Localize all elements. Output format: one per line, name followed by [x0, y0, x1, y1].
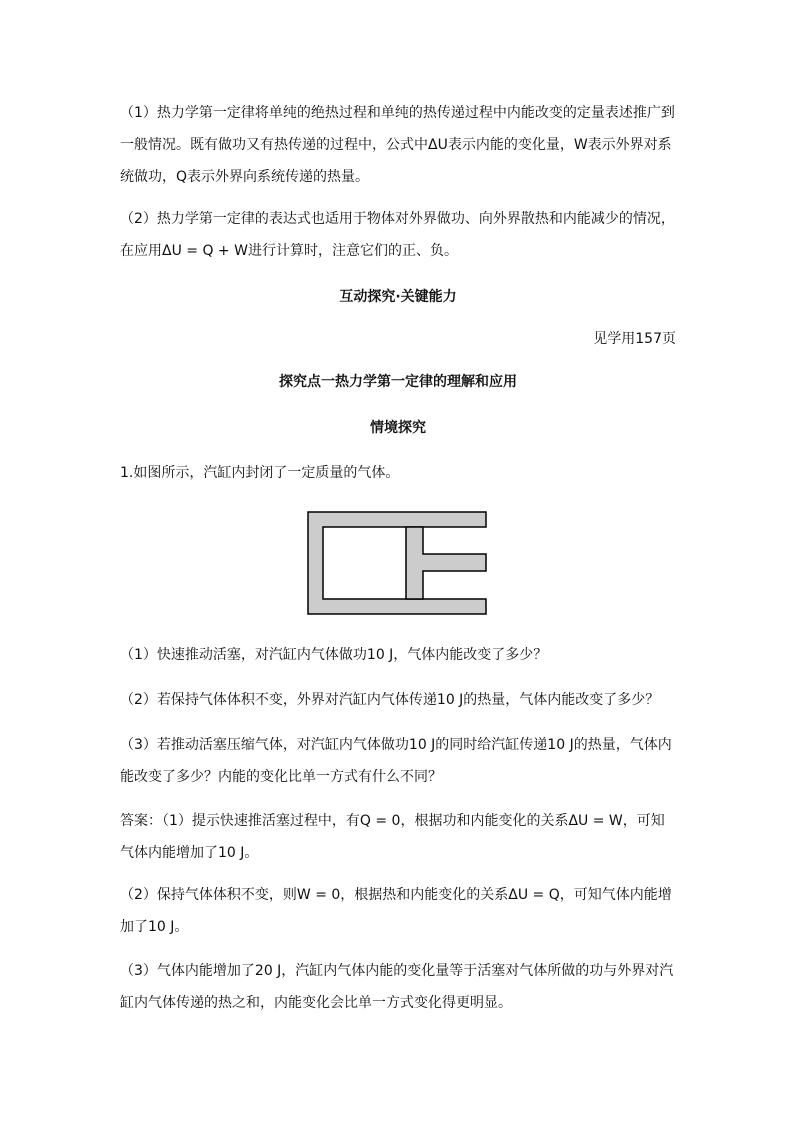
section-title: 互动探究·关键能力: [339, 289, 457, 305]
piston: [406, 527, 486, 599]
question-3: （3）若推动活塞压缩气体，对汽缸内气体做功10 J的同时给汽缸传递10 J的热量，气体内能改变了多少？内能的变化比单一方式有什么不同？: [120, 737, 672, 785]
section-sub-subtitle: 情境探究: [370, 420, 426, 436]
question-1: （1）快速推动活塞，对汽缸内气体做功10 J，气体内能改变了多少？: [120, 647, 548, 663]
answer-2: （2）保持气体体积不变，则W = 0，根据热和内能变化的关系ΔU = Q，可知气体内能增加了10 J。: [120, 887, 672, 935]
section-subtitle: 探究点一热力学第一定律的理解和应用: [279, 374, 517, 390]
answer-3: （3）气体内能增加了20 J，汽缸内气体内能的变化量等于活塞对气体所做的功与外界对汽缸内气体传递的热之和，内能变化会比单一方式变化得更明显。: [120, 963, 674, 1011]
question-2: （2）若保持气体体积不变，外界对汽缸内气体传递10 J的热量，气体内能改变了多少？: [120, 692, 660, 708]
paragraph-2: （2）热力学第一定律的表达式也适用于物体对外界做功、向外界散热和内能减少的情况，在应用ΔU = Q + W进行计算时，注意它们的正、负。: [120, 211, 675, 259]
paragraph-1: （1）热力学第一定律将单纯的绝热过程和单纯的热传递过程中内能改变的定量表述推广到一般情况。既有做功又有热传递的过程中，公式中ΔU表示内能的变化量，W表示外界对系统做功，Q表示外界向系统传递的热量。: [120, 105, 675, 185]
answer-1: 答案：（1）提示快速推活塞过程中，有Q = 0，根据功和内能变化的关系ΔU = W，可知气体内能增加了10 J。: [120, 813, 665, 861]
cylinder-piston-diagram: [300, 506, 496, 620]
page-reference: 见学用157页: [593, 331, 676, 347]
question-intro: 1.如图所示，汽缸内封闭了一定质量的气体。: [120, 465, 400, 481]
